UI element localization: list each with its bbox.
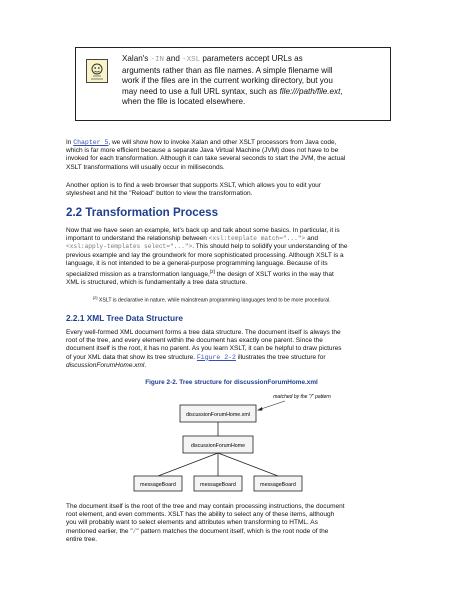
- edge-child-leaf-1: [158, 453, 218, 476]
- paragraph-3: Now that we have seen an example, let's back up and talk about some basics. In particular, it is important to understand the relationship between <xsl:template match="..."> and <xsl:apply-templates select="...">. This should help to solidify your understanding of the previous example and lay the groundwork for more sophisticated processing. Although XSLT is a language, it is not intended to be a general-purpose programming language. Because of its specialized mission as a transformation language,[2] the design of XSLT works in the way that XML is structured, which is fundamentally a tree data structure.: [66, 227, 348, 287]
- code-apply-templates: <xsl:apply-templates select="...">: [66, 243, 193, 251]
- pattern-annotation: matched by the "/" pattern: [273, 394, 331, 400]
- paragraph-4: Every well-formed XML document forms a tree data structure. The document itself is always the root of the tree, and every element within the document has exactly one parent. Since the document itself is the root, it has no parent. As you learn XSLT, it can be helpful to draw pictures of your XML data that show its tree structure. Figure 2-2 illustrates the tree structure for discussionForumHome.xml.: [66, 329, 342, 369]
- code-template-match: <xsl:template match="...">: [208, 235, 306, 243]
- figure-2-2-link[interactable]: Figure 2-2: [196, 353, 236, 361]
- paragraph-5: The document itself is the root of the tree and may contain processing instructions, the document root element, and even comments. XSLT has the ability to select any of these items, although you will probably want to select elements and attributes when transforming to HTML. As mentioned earlier, the "/" pattern matches the document itself, which is the root node of the entire tree.: [66, 503, 345, 543]
- leaf-node-2-label: messageBoard: [200, 482, 236, 488]
- child-node-label: discussionForumHome: [190, 443, 246, 449]
- footnote-ref[interactable]: [2]: [209, 269, 215, 275]
- chapter-5-link[interactable]: Chapter 5: [73, 139, 109, 146]
- section-heading: 2.2 Transformation Process: [66, 206, 219, 219]
- footnote: [2] XSLT is declarative in nature, while mainstream programming languages tend to be more procedural.: [93, 295, 331, 304]
- tip-text: Xalan's -IN and -XSL parameters accept URLs as arguments rather than as file names. A simple filename will work if the files are in the current working directory, but you may need to use a full URL syntax, such as file:///path/file.ext, when the file is located elsewhere.: [122, 54, 343, 106]
- code-xsl: -XSL: [182, 56, 201, 64]
- figure-caption: Figure 2-2. Tree structure for discussionForumHome.xml: [145, 379, 318, 386]
- annotation-arrowhead: [257, 407, 263, 411]
- leaf-node-1-label: messageBoard: [140, 482, 176, 488]
- root-node-label: discussionForumHome.xml: [186, 412, 250, 418]
- file-url: file:///path/file.ext: [279, 86, 341, 96]
- edge-child-leaf-3: [218, 453, 278, 476]
- paragraph-2: Another option is to find a web browser that supports XSLT, which allows you to edit your stylesheet and hit the "Reload" button to view the transformation.: [66, 182, 321, 198]
- paragraph-1: In Chapter 5, we will show how to invoke Xalan and other XSLT processors from Java code, which is far more efficient because a separate Java Virtual Machine (JVM) does not have to be invoked for each transformation. Although it can take several seconds to start the JVM, the actual XSLT transformations will usually occur in milliseconds.: [66, 139, 346, 171]
- leaf-node-3-label: messageBoard: [260, 482, 296, 488]
- subsection-heading: 2.2.1 XML Tree Data Structure: [66, 313, 183, 323]
- code-root-pattern: /: [132, 527, 137, 535]
- code-in: -IN: [150, 56, 165, 64]
